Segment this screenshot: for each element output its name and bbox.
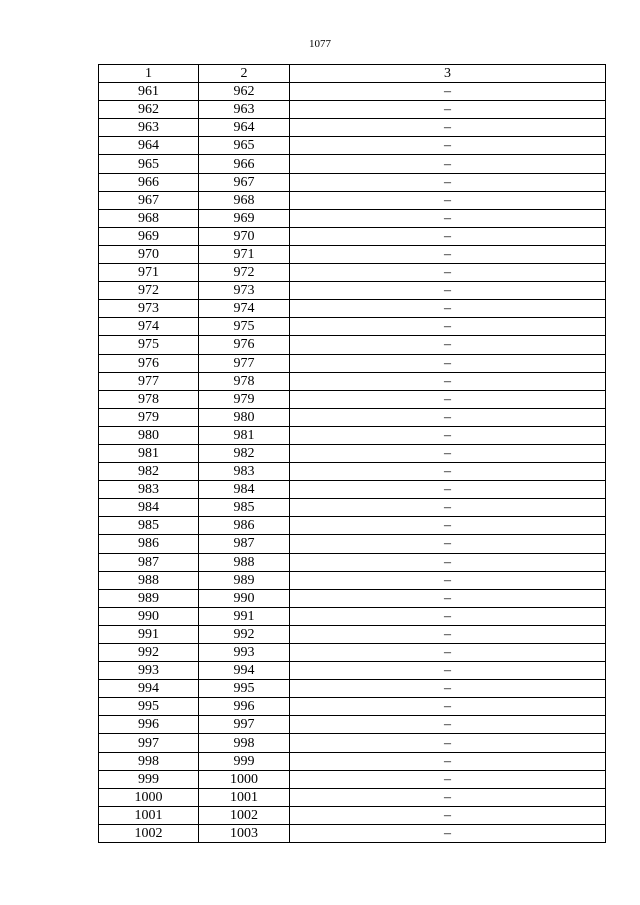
table-cell-col1: 985 (99, 517, 199, 535)
table-row (99, 372, 606, 390)
table-cell-col2: 971 (199, 245, 290, 263)
table-cell-col1: 998 (99, 752, 199, 770)
table-row (99, 137, 606, 155)
table-row (99, 716, 606, 734)
table-cell-col3: – (290, 571, 606, 589)
table-cell-col2: 984 (199, 481, 290, 499)
table-cell-col1: 974 (99, 318, 199, 336)
table-cell-col3: – (290, 481, 606, 499)
table-cell-col2: 968 (199, 191, 290, 209)
table-row (99, 408, 606, 426)
table-row (99, 644, 606, 662)
table-cell-col3: – (290, 444, 606, 462)
table-cell-col2: 981 (199, 426, 290, 444)
table-row (99, 662, 606, 680)
table-cell-col3: – (290, 589, 606, 607)
table-row (99, 390, 606, 408)
table-cell-col1: 970 (99, 245, 199, 263)
table-row (99, 535, 606, 553)
table-cell-col2: 989 (199, 571, 290, 589)
table-cell-col2: 993 (199, 644, 290, 662)
table-cell-col3: – (290, 824, 606, 842)
table-cell-col1: 978 (99, 390, 199, 408)
table-cell-col2: 992 (199, 625, 290, 643)
table-cell-col2: 995 (199, 680, 290, 698)
table-cell-col2: 973 (199, 282, 290, 300)
table-cell-col1: 967 (99, 191, 199, 209)
table-cell-col3: – (290, 264, 606, 282)
table-row (99, 119, 606, 137)
table-cell-col1: 965 (99, 155, 199, 173)
table-row (99, 517, 606, 535)
table-cell-col2: 997 (199, 716, 290, 734)
table-cell-col2: 1003 (199, 824, 290, 842)
table-cell-col2: 979 (199, 390, 290, 408)
table-row (99, 553, 606, 571)
table-cell-col1: 962 (99, 101, 199, 119)
table-cell-col2: 987 (199, 535, 290, 553)
table-row (99, 282, 606, 300)
table-cell-col2: 969 (199, 209, 290, 227)
table-cell-col1: 983 (99, 481, 199, 499)
table-cell-col2: 991 (199, 607, 290, 625)
table-cell-col3: – (290, 119, 606, 137)
table-cell-col1: 973 (99, 300, 199, 318)
table-cell-col1: 993 (99, 662, 199, 680)
table-cell-col1: 987 (99, 553, 199, 571)
table-row (99, 209, 606, 227)
column-header-1: 1 (99, 65, 199, 83)
table-cell-col1: 1001 (99, 806, 199, 824)
table-row (99, 788, 606, 806)
table-cell-col3: – (290, 191, 606, 209)
table-cell-col3: – (290, 173, 606, 191)
table-cell-col3: – (290, 734, 606, 752)
table-row (99, 770, 606, 788)
table-cell-col3: – (290, 426, 606, 444)
table-cell-col3: – (290, 752, 606, 770)
table-cell-col3: – (290, 607, 606, 625)
table-cell-col1: 961 (99, 83, 199, 101)
table-cell-col2: 983 (199, 463, 290, 481)
table-cell-col1: 968 (99, 209, 199, 227)
table-cell-col2: 986 (199, 517, 290, 535)
table-cell-col3: – (290, 83, 606, 101)
table-cell-col3: – (290, 318, 606, 336)
table-cell-col3: – (290, 770, 606, 788)
table-cell-col3: – (290, 227, 606, 245)
table-row (99, 607, 606, 625)
table-cell-col3: – (290, 101, 606, 119)
table-cell-col1: 986 (99, 535, 199, 553)
table-cell-col2: 972 (199, 264, 290, 282)
table-cell-col1: 995 (99, 698, 199, 716)
table-cell-col3: – (290, 372, 606, 390)
table-cell-col2: 975 (199, 318, 290, 336)
table-cell-col1: 1002 (99, 824, 199, 842)
table-row (99, 264, 606, 282)
table-row (99, 463, 606, 481)
table-cell-col3: – (290, 408, 606, 426)
table-cell-col3: – (290, 155, 606, 173)
table-cell-col3: – (290, 806, 606, 824)
table-cell-col1: 990 (99, 607, 199, 625)
table-cell-col2: 996 (199, 698, 290, 716)
table-row (99, 625, 606, 643)
table-cell-col2: 963 (199, 101, 290, 119)
table-row (99, 83, 606, 101)
table-row (99, 318, 606, 336)
table-cell-col1: 997 (99, 734, 199, 752)
table-row (99, 354, 606, 372)
table-cell-col3: – (290, 354, 606, 372)
table-row (99, 173, 606, 191)
table-cell-col1: 992 (99, 644, 199, 662)
table-cell-col3: – (290, 788, 606, 806)
table-row (99, 155, 606, 173)
table-cell-col1: 966 (99, 173, 199, 191)
table-cell-col2: 1001 (199, 788, 290, 806)
table-body (99, 83, 606, 843)
table-cell-col3: – (290, 137, 606, 155)
table-header-row (99, 65, 606, 83)
table-cell-col1: 994 (99, 680, 199, 698)
table-cell-col2: 974 (199, 300, 290, 318)
table-cell-col1: 989 (99, 589, 199, 607)
table-cell-col2: 970 (199, 227, 290, 245)
table-cell-col1: 982 (99, 463, 199, 481)
table-cell-col2: 1000 (199, 770, 290, 788)
table-row (99, 300, 606, 318)
table-cell-col3: – (290, 209, 606, 227)
table-cell-col2: 962 (199, 83, 290, 101)
table-cell-col1: 991 (99, 625, 199, 643)
table-row (99, 589, 606, 607)
table-cell-col2: 998 (199, 734, 290, 752)
table-cell-col1: 972 (99, 282, 199, 300)
table-cell-col1: 964 (99, 137, 199, 155)
table-cell-col2: 964 (199, 119, 290, 137)
table-cell-col1: 975 (99, 336, 199, 354)
table-cell-col2: 980 (199, 408, 290, 426)
table-cell-col3: – (290, 680, 606, 698)
table-cell-col1: 999 (99, 770, 199, 788)
column-header-3: 3 (290, 65, 606, 83)
table-cell-col2: 967 (199, 173, 290, 191)
table-cell-col2: 985 (199, 499, 290, 517)
table-cell-col3: – (290, 390, 606, 408)
page-number: 1077 (309, 38, 331, 50)
table-row (99, 426, 606, 444)
table-cell-col3: – (290, 282, 606, 300)
table-row (99, 444, 606, 462)
table-cell-col3: – (290, 245, 606, 263)
table-cell-col2: 965 (199, 137, 290, 155)
table-row (99, 680, 606, 698)
table-cell-col3: – (290, 499, 606, 517)
table-cell-col1: 963 (99, 119, 199, 137)
table-cell-col1: 984 (99, 499, 199, 517)
table-row (99, 481, 606, 499)
table-cell-col3: – (290, 698, 606, 716)
table-cell-col1: 977 (99, 372, 199, 390)
table-row (99, 336, 606, 354)
column-header-2: 2 (199, 65, 290, 83)
table-row (99, 698, 606, 716)
table-cell-col3: – (290, 300, 606, 318)
table-row (99, 227, 606, 245)
table-row (99, 752, 606, 770)
table-cell-col2: 982 (199, 444, 290, 462)
table-cell-col1: 980 (99, 426, 199, 444)
table-cell-col2: 990 (199, 589, 290, 607)
table-cell-col3: – (290, 716, 606, 734)
table-cell-col1: 996 (99, 716, 199, 734)
table-cell-col3: – (290, 644, 606, 662)
table-row (99, 824, 606, 842)
table-row (99, 191, 606, 209)
table-cell-col2: 966 (199, 155, 290, 173)
table-row (99, 734, 606, 752)
table-cell-col2: 978 (199, 372, 290, 390)
table-cell-col3: – (290, 662, 606, 680)
table-row (99, 499, 606, 517)
table-cell-col1: 988 (99, 571, 199, 589)
data-table (98, 64, 606, 843)
table-cell-col3: – (290, 336, 606, 354)
table-cell-col2: 976 (199, 336, 290, 354)
table-cell-col2: 988 (199, 553, 290, 571)
table-row (99, 101, 606, 119)
table-cell-col3: – (290, 553, 606, 571)
table-cell-col1: 976 (99, 354, 199, 372)
table-row (99, 806, 606, 824)
table-cell-col1: 979 (99, 408, 199, 426)
table-cell-col1: 971 (99, 264, 199, 282)
table-cell-col1: 981 (99, 444, 199, 462)
table-cell-col2: 1002 (199, 806, 290, 824)
table-cell-col2: 977 (199, 354, 290, 372)
table-cell-col3: – (290, 625, 606, 643)
table-cell-col1: 1000 (99, 788, 199, 806)
table-row (99, 571, 606, 589)
table-cell-col3: – (290, 463, 606, 481)
table-cell-col1: 969 (99, 227, 199, 245)
table-cell-col3: – (290, 535, 606, 553)
table-cell-col2: 994 (199, 662, 290, 680)
table-cell-col3: – (290, 517, 606, 535)
table-row (99, 245, 606, 263)
table-cell-col2: 999 (199, 752, 290, 770)
